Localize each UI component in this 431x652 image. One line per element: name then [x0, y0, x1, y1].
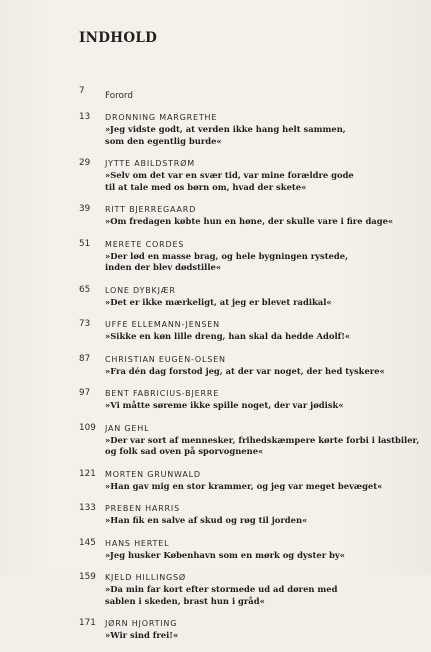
person-name: UFFE ELLEMANN-JENSEN [105, 320, 220, 329]
quote [105, 216, 409, 228]
quote-line: »Jeg vidste godt, at verden ikke hang helt sammen, [105, 124, 346, 134]
toc-entry-forord [79, 85, 409, 103]
quote [105, 481, 409, 493]
toc-entry [79, 353, 409, 378]
toc-entry [79, 502, 409, 527]
quote [105, 630, 409, 642]
forord-label: Forord [105, 91, 133, 101]
entry-body [105, 571, 409, 607]
page-number: 39 [79, 204, 91, 214]
entry-body [105, 537, 409, 562]
page-number: 121 [79, 468, 96, 479]
page-number: 109 [79, 422, 96, 433]
toc-entry [79, 238, 409, 274]
quote-line: »Om fredagen købte hun en høne, der skulle vare i fire dage« [105, 216, 394, 226]
page-number: 65 [79, 284, 91, 295]
person-name: JAN GEHL [105, 423, 150, 433]
quote-line: »Vi måtte søreme ikke spille noget, der var jødisk« [105, 400, 344, 410]
entry-body [105, 203, 409, 228]
page-number: 145 [79, 537, 96, 548]
quote-line: og folk sad oven på sporvognene« [105, 446, 264, 456]
quote [105, 515, 409, 527]
quote-line: »Selv om det var en svær tid, var mine forældre gode [105, 170, 354, 180]
page-number: 171 [79, 618, 96, 628]
quote [105, 251, 409, 274]
page-number: 51 [79, 238, 91, 249]
toc-entry [79, 571, 409, 607]
toc-entry [79, 111, 409, 147]
person-name: DRONNING MARGRETHE [105, 113, 218, 122]
entry-body [105, 422, 419, 458]
quote-line: »Fra dén dag forstod jeg, at der var noget, der hed tyskere« [105, 365, 385, 376]
quote-line: »Sikke en køn lille dreng, han skal da hedde Adolf!« [105, 331, 351, 341]
quote-line: sablen i skeden, brast hun i gråd« [105, 595, 265, 606]
entry-body [105, 284, 409, 309]
quote [105, 331, 409, 343]
toc-entry [79, 422, 420, 458]
toc-entry [79, 387, 409, 412]
person-name: JYTTE ABILDSTRØM [105, 159, 195, 168]
table-of-contents [79, 85, 420, 652]
person-name: LONE DYBKJÆR [105, 285, 176, 295]
quote-line: »Det er ikke mærkeligt, at jeg er blevet radikal« [105, 296, 332, 307]
person-name: MERETE CORDES [105, 239, 185, 249]
page-number: 7 [79, 86, 85, 96]
quote-line: »Da min far kort efter stormede ud ad døren med [105, 584, 338, 594]
quote-line: som den egentlig burde« [105, 135, 222, 146]
person-name: BENT FABRICIUS-BJERRE [105, 389, 220, 398]
person-name: HANS HERTEL [105, 538, 170, 548]
entry-body [105, 468, 409, 493]
page-number: 87 [79, 353, 91, 364]
person-name: CHRISTIAN EUGEN-OLSEN [105, 354, 226, 364]
quote [105, 366, 409, 378]
quote [105, 170, 409, 193]
entry-body [105, 85, 409, 103]
person-name: KJELD HILLINGSØ [105, 573, 187, 582]
quote-line: inden der blev dødstille« [105, 262, 222, 272]
quote [105, 584, 409, 607]
person-name: MORTEN GRUNWALD [105, 469, 201, 479]
quote-line: til at tale med os børn om, hvad der skete« [105, 181, 307, 192]
page-number: 73 [79, 319, 91, 329]
quote [105, 297, 409, 309]
entry-body [105, 617, 409, 642]
quote [105, 435, 419, 458]
page-number: 97 [79, 388, 91, 398]
toc-entry [79, 468, 409, 493]
quote-line: »Jeg husker København som en mørk og dyster by« [105, 549, 345, 560]
toc-entry [79, 203, 409, 228]
person-name: JØRN HJORTING [105, 619, 178, 628]
page-number: 29 [79, 158, 91, 168]
entry-body [105, 157, 409, 193]
quote-line: »Han gav mig en stor krammer, og jeg var meget bevæget« [105, 480, 383, 491]
quote-line: »Han fik en salve af skud og røg til jorden« [105, 515, 308, 525]
page-number: 13 [79, 112, 91, 122]
toc-entry [79, 617, 409, 642]
person-name: RITT BJERREGAARD [105, 205, 197, 214]
entry-body [105, 111, 409, 147]
toc-entry [79, 157, 409, 193]
quote-line: »Der lød en masse brag, og hele bygningen rystede, [105, 250, 348, 261]
toc-entry [79, 537, 409, 562]
entry-body [105, 502, 409, 527]
entry-body [105, 318, 409, 343]
page-title: INDHOLD [79, 30, 158, 46]
toc-entry [79, 284, 409, 309]
toc-entry [79, 318, 409, 343]
quote [105, 124, 409, 147]
entry-body [105, 238, 409, 274]
page-number: 159 [79, 572, 96, 582]
entry-body [105, 353, 409, 378]
quote-line: »Wir sind frei!« [105, 630, 179, 640]
page-number: 133 [79, 503, 96, 513]
entry-body [105, 387, 409, 412]
quote [105, 400, 409, 412]
quote [105, 550, 409, 562]
quote-line: »Der var sort af mennesker, frihedskæmpere kørte forbi i lastbiler, [105, 434, 420, 445]
person-name: PREBEN HARRIS [105, 504, 180, 513]
